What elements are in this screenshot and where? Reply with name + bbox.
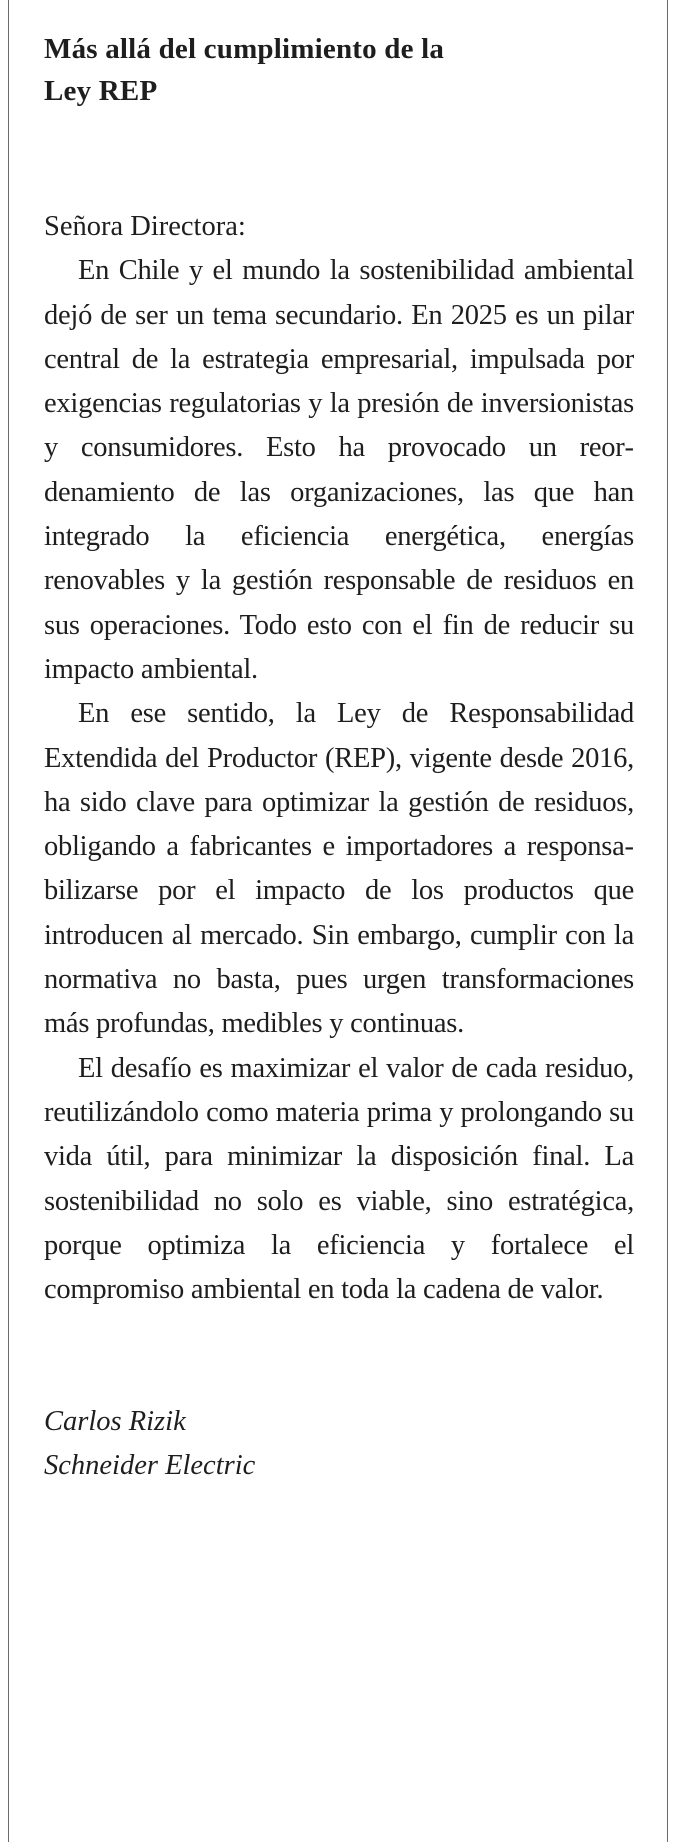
letter-article — [44, 28, 634, 1488]
paragraph-2: En ese sentido, la Ley de Responsabilidad Extendida del Productor (REP), vigente desde 2016, ha sido clave para optimizar la gestión de residuos, obligando a fabricantes e importadores a responsabilizarse por el impacto de los productos que introducen al mercado. Sin embargo, cumplir con la normativa no basta, pues urgen transformaciones más profundas, medibles y continuas. — [44, 698, 634, 1040]
column-rule-left — [8, 0, 9, 1842]
author-name: Carlos Rizik — [44, 1406, 186, 1438]
letter-headline: Más allá del cumplimiento de la Ley REP — [44, 33, 445, 107]
salutation: Señora Directora: — [44, 211, 246, 242]
paragraph-1: En Chile y el mundo la sostenibilidad ambiental dejó de ser un tema secundario. En 2025 es un pilar central de la estrategia empresarial, impulsada por exigencias regulatorias y la presión de inversionistas y consumidores. Esto ha provocado un reordenamiento de las organizaciones, las que han integrado la eficiencia energética, energías renovables y la gestión responsable de residuos en sus operaciones. Todo esto con el fin de reducir su impacto ambiental. — [44, 255, 634, 685]
author-organization: Schneider Electric — [44, 1450, 256, 1482]
signature-block — [44, 1400, 634, 1488]
paragraph-3: El desafío es maximizar el valor de cada residuo, reutilizándolo como materia prima y prolongando su vida útil, para minimizar la disposición final. La sostenibilidad no solo es viable, sino estratégica, porque optimiza la eficiencia y fortalece el compromiso ambiental en toda la cadena de valor. — [44, 1052, 634, 1306]
column-rule-right — [667, 0, 668, 1842]
